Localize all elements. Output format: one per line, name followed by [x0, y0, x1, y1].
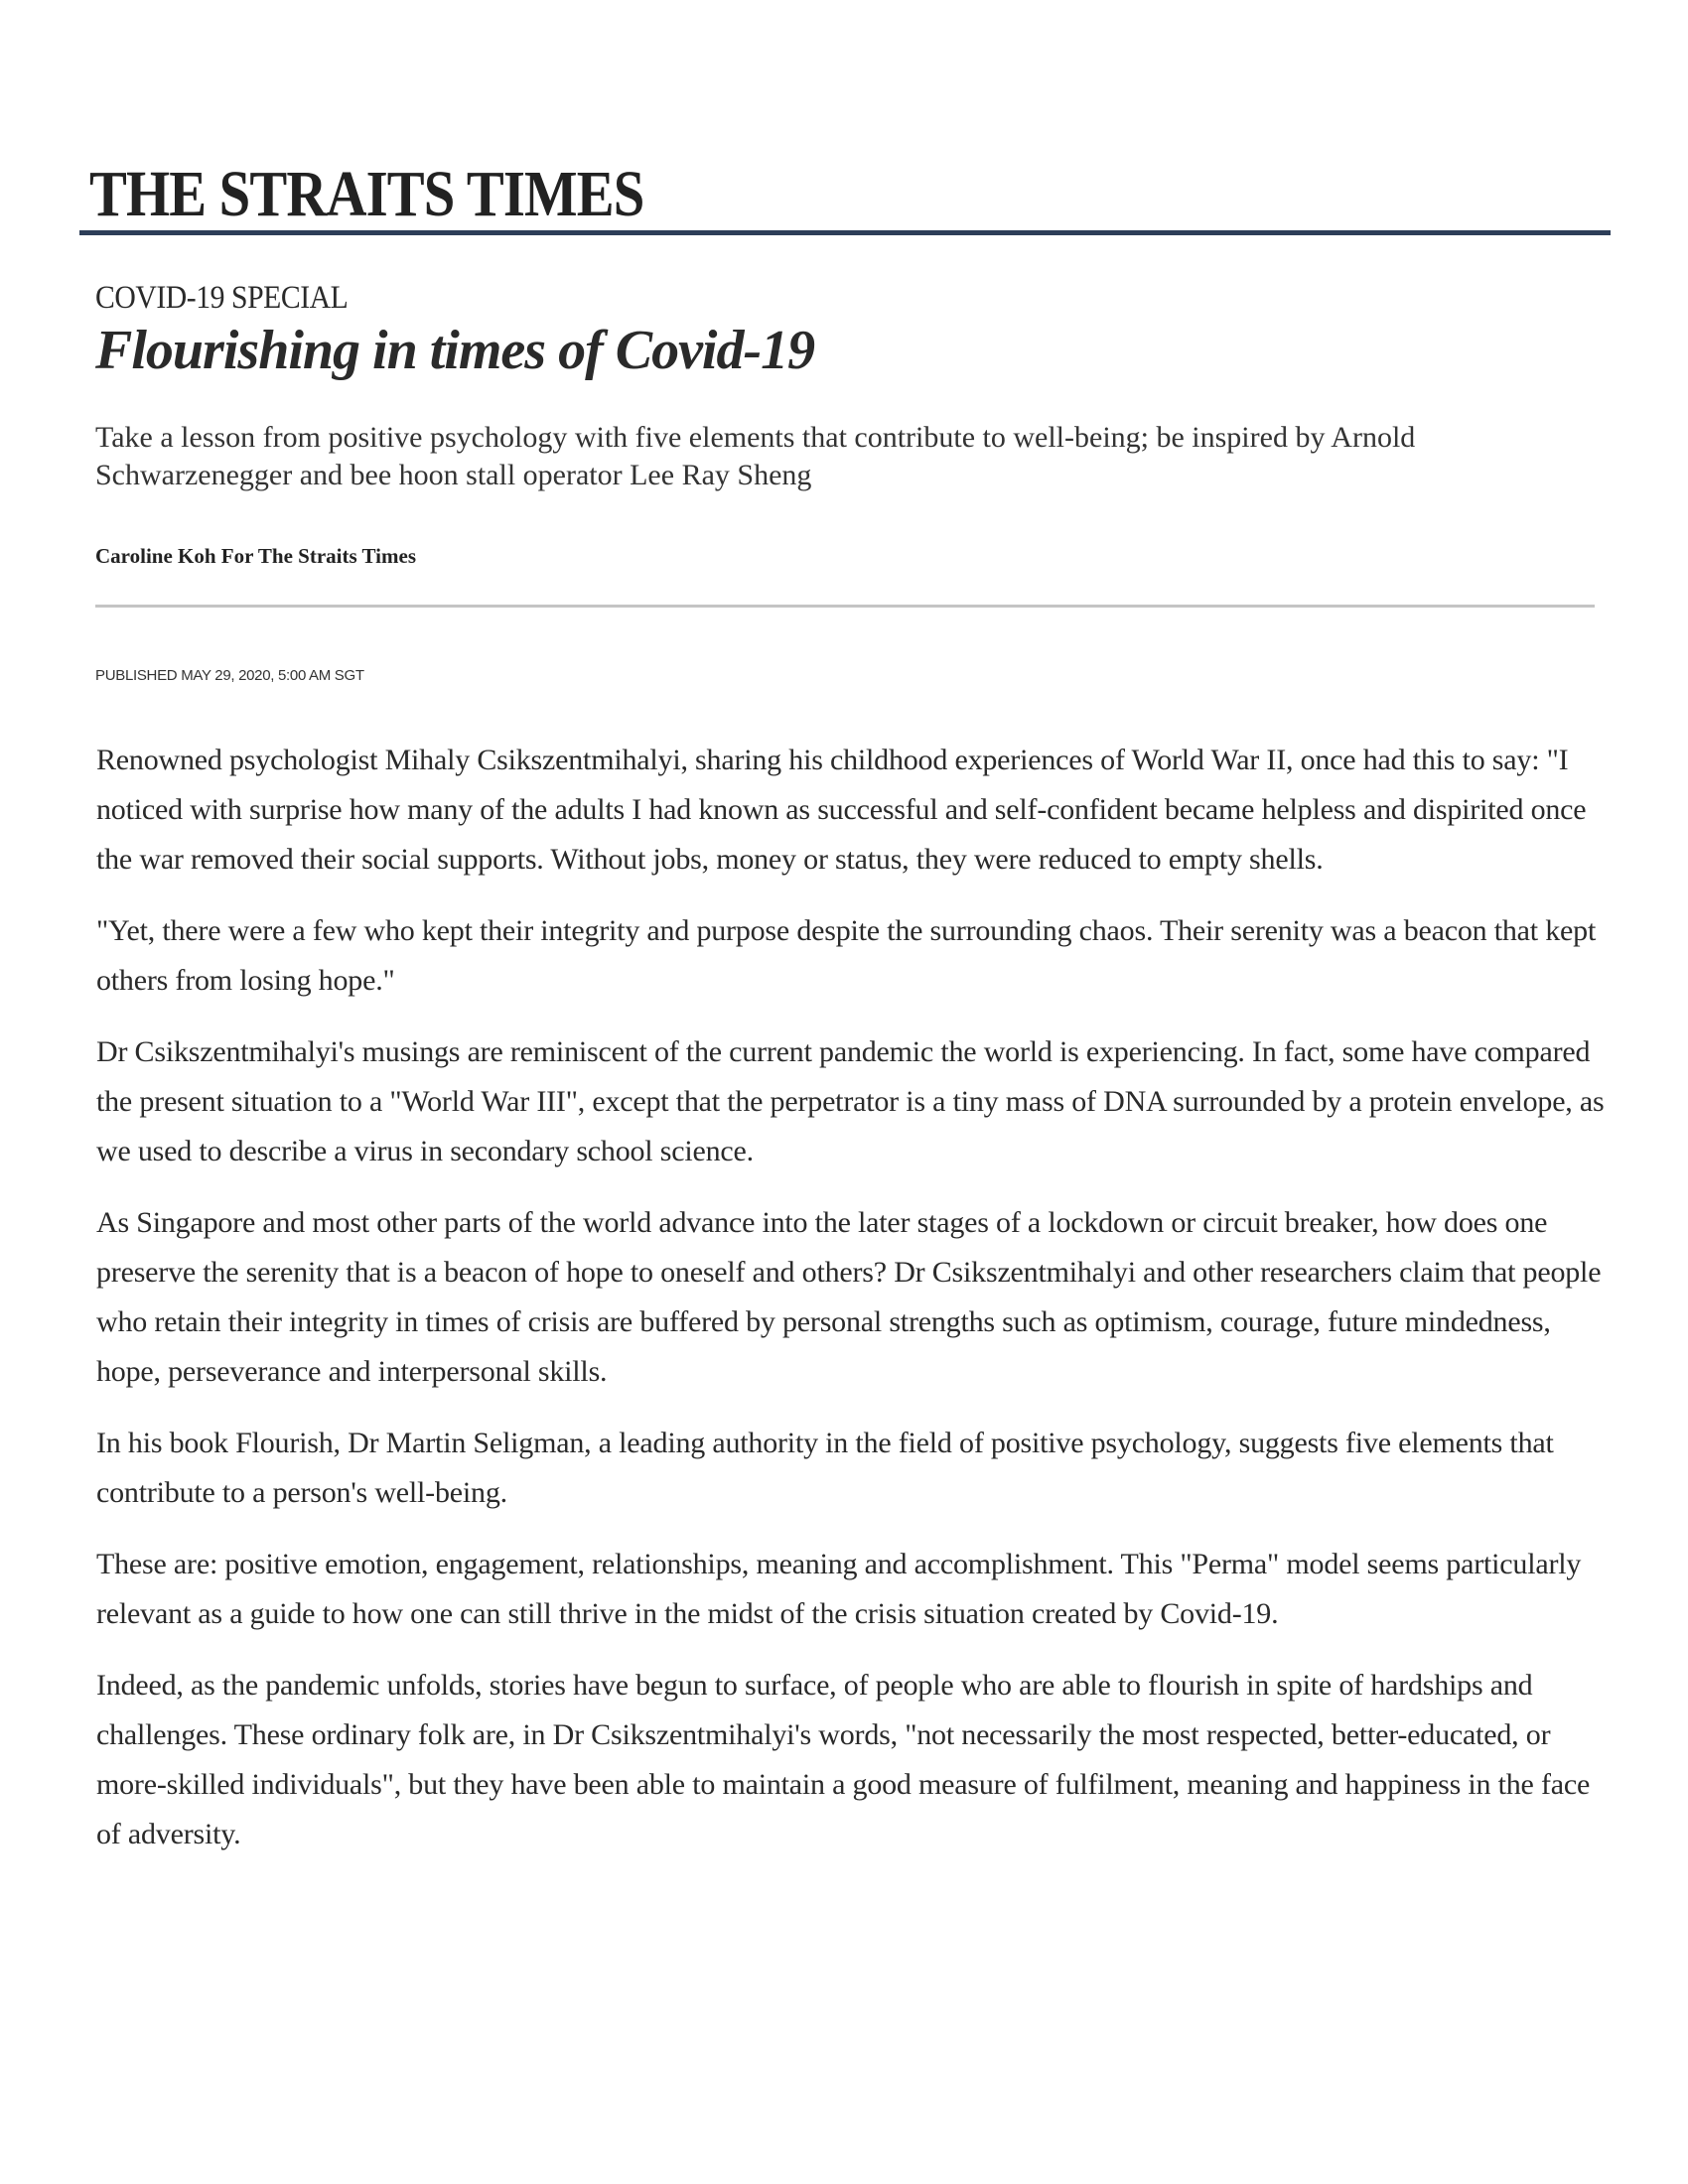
byline-divider — [95, 605, 1595, 608]
published-timestamp: PUBLISHED MAY 29, 2020, 5:00 AM SGT — [95, 667, 364, 684]
body-paragraph: As Singapore and most other parts of the world advance into the later stages of a lockdown or circuit breaker, how does one preserve the serenity that is a beacon of hope to oneself and others? Dr Csikszentmihalyi and other researchers claim that people who retain their integrity in times of crisis are buffered by personal strengths such as optimism, courage, future mindedness, hope, perseverance and interpersonal skills. — [96, 1206, 1602, 1388]
article-body — [96, 736, 1616, 1881]
byline: Caroline Koh For The Straits Times — [95, 544, 416, 568]
publication-logo: THE STRAITS TIMES — [89, 158, 644, 230]
section-kicker: COVID-19 SPECIAL — [95, 280, 349, 316]
article-standfirst: Take a lesson from positive psychology with five elements that contribute to well-being; be inspired by Arnold Schwarzenegger and bee hoon stall operator Lee Ray Sheng — [95, 421, 1416, 491]
body-paragraph: Indeed, as the pandemic unfolds, stories have begun to surface, of people who are able to flourish in spite of hardships and challenges. These ordinary folk are, in Dr Csikszentmihalyi's words, "not necessarily the most respected, better-educated, or more-skilled individuals", but they have been able to maintain a good measure of fulfilment, meaning and happiness in the face of adversity. — [96, 1669, 1591, 1850]
body-paragraph: Renowned psychologist Mihaly Csikszentmihalyi, sharing his childhood experiences of World War II, once had this to say: "I noticed with surprise how many of the adults I had known as successful and self-confident became helpless and dispirited once the war removed their social supports. Without jobs, money or status, they were reduced to empty shells. — [96, 744, 1587, 876]
headline-block — [95, 278, 1605, 494]
article-headline: Flourishing in times of Covid-19 — [95, 320, 815, 381]
body-paragraph: Dr Csikszentmihalyi's musings are reminiscent of the current pandemic the world is experiencing. In fact, some have compared the present situation to a "World War III", except that the perpetrator is a tiny mass of DNA surrounded by a protein envelope, as we used to describe a virus in secondary school science. — [96, 1035, 1605, 1167]
body-paragraph: These are: positive emotion, engagement, relationships, meaning and accomplishment. This "Perma" model seems particularly relevant as a guide to how one can still thrive in the midst of the crisis situation created by Covid-19. — [96, 1548, 1582, 1630]
body-paragraph: In his book Flourish, Dr Martin Seligman, a leading authority in the field of positive psychology, suggests five elements that contribute to a person's well-being. — [96, 1427, 1554, 1509]
body-paragraph: "Yet, there were a few who kept their integrity and purpose despite the surrounding chaos. Their serenity was a beacon that kept others from losing hope." — [96, 914, 1597, 997]
masthead — [79, 159, 1611, 235]
masthead-rule — [79, 230, 1611, 235]
